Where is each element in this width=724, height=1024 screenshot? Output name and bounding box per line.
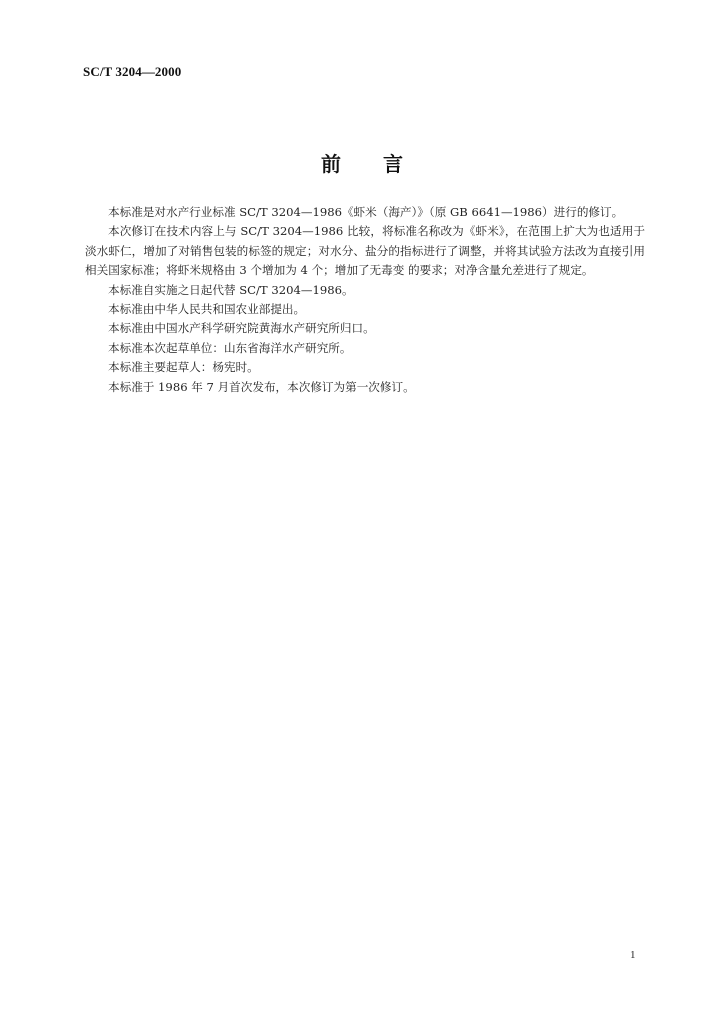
standard-code-header: SC/T 3204—2000 — [83, 64, 182, 79]
paragraph-drafting-unit: 本标准本次起草单位：山东省海洋水产研究所。 — [108, 340, 352, 355]
paragraph-drafters: 本标准主要起草人：杨宪时。 — [108, 360, 259, 375]
paragraph-technical-changes: 本次修订在技术内容上与 SC/T 3204—1986 比较，将标准名称改为《虾米》，在范围上扩大为也适用于淡水虾仁，增加了对销售包装的标签的规定；对水分、盐分的指标进行了调整，并将其试验方法改为直接引用相关国家标准；将虾米规格由 3 个增加为 4 个；增加了无毒变 的要求；对净含量允差进行了规定。 — [85, 224, 645, 278]
foreword-body — [85, 203, 645, 397]
page-title — [0, 148, 724, 177]
paragraph-centralized-by: 本标准由中国水产科学研究院黄海水产研究所归口。 — [108, 321, 375, 336]
title-char-1: 前 — [321, 152, 341, 176]
paragraph-proposed-by: 本标准由中华人民共和国农业部提出。 — [108, 302, 306, 317]
title-char-2: 言 — [383, 152, 403, 176]
paragraph-replacement: 本标准自实施之日起代替 SC/T 3204—1986。 — [108, 282, 354, 297]
paragraph-issue-history: 本标准于 1986 年 7 月首次发布，本次修订为第一次修订。 — [108, 379, 415, 394]
page-number: 1 — [630, 949, 636, 961]
paragraph-revision-basis: 本标准是对水产行业标准 SC/T 3204—1986《虾米（海产）》（原 GB 6641—1986）进行的修订。 — [108, 205, 624, 219]
